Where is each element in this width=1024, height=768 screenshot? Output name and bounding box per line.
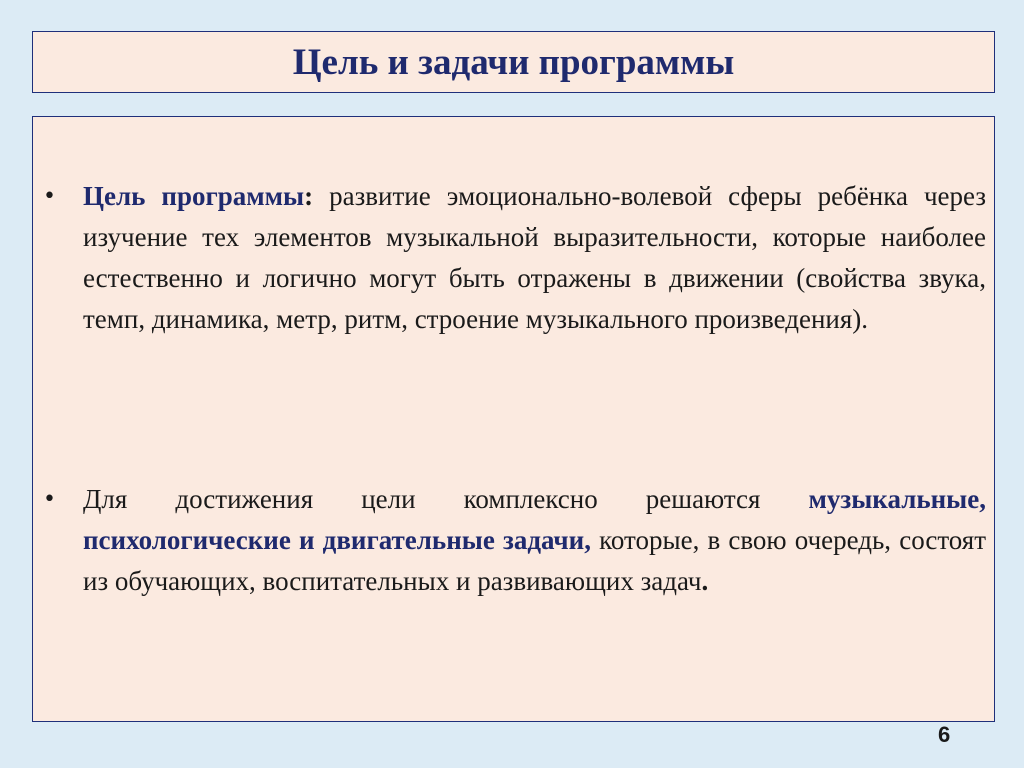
tasks-text-before: Для достижения цели комплексно решаются (83, 484, 809, 514)
goal-text: развитие эмоционально-волевой сферы ребёнка через изучение тех элементов музыкальной выразительности, которые наиболее естественно и логично могут быть отражены в движении (свойства звука, темп, динамика, метр, ритм, строение музыкального произведения). (83, 181, 986, 334)
bullet-tasks (43, 479, 987, 602)
goal-label-colon: : (304, 181, 314, 211)
content-box (32, 116, 995, 722)
tasks-emphasis: музыкальные, психологические и двигательные задачи, (83, 484, 986, 555)
bullet-goal (43, 176, 986, 340)
page-number: 6 (938, 722, 951, 747)
goal-label: Цель программы (83, 181, 305, 211)
tasks-end-mark: . (701, 566, 709, 596)
title-box (32, 31, 995, 93)
bullet-marker: • (43, 487, 56, 512)
slide-title: Цель и задачи программы (292, 41, 735, 83)
bullet-marker: • (43, 184, 56, 209)
tasks-text-after: которые, в свою очередь, состоят из обучающих, воспитательных и развивающих задач (83, 525, 987, 596)
